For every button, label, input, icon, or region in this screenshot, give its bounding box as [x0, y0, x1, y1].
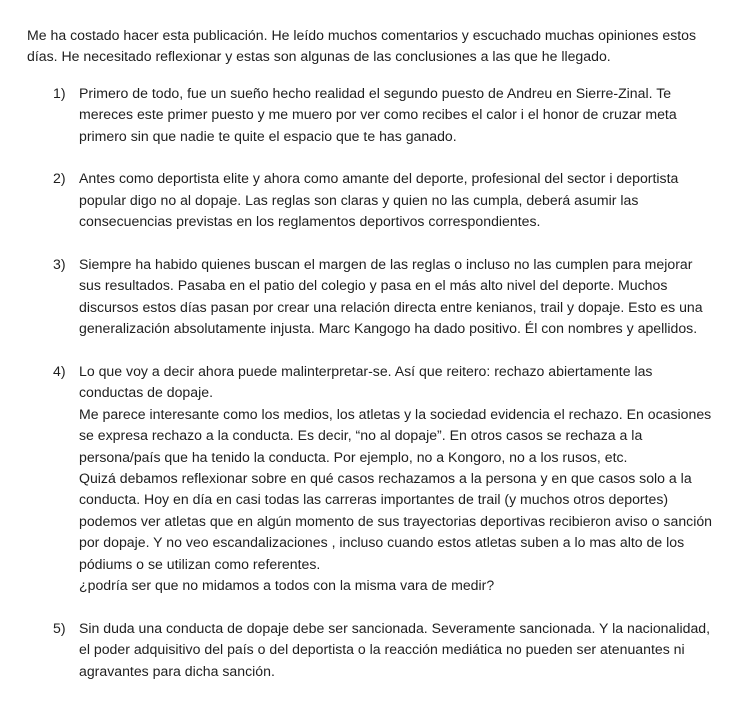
list-number: 2): [53, 170, 66, 187]
list-number: 1): [53, 84, 66, 101]
list-item-4: [27, 361, 718, 596]
list-item-text: Quizá debamos reflexionar sobre en qué casos rechazamos a la persona y en que casos solo a la conducta. Hoy en día en casi todas las carreras importantes de trail (y muchos otros deportes) podemos ver atletas que en algún momento de sus trayectorias deportivas recibieron aviso o sanción por dopaje. Y no veo escandalizaciones , incluso cuando estos atletas suben a lo mas alto de los pódiums o se utilizan como referentes.: [79, 470, 713, 572]
list-item-text: Antes como deportista elite y ahora como amante del deporte, profesional del sector i deportista popular digo no al dopaje. Las reglas son claras y quien no las cumpla, deberá asumir las consecuencias previstas en los reglamentos deportivos correspondientes.: [79, 170, 679, 230]
list-item-text: Sin duda una conducta de dopaje debe ser sancionada. Severamente sancionada. Y la nacionalidad, el poder adquisitivo del país o del deportista o la reacción mediática no pueden ser atenuantes ni agravantes para dicha sanción.: [79, 619, 711, 679]
list-item-text: Me parece interesante como los medios, los atletas y la sociedad evidencia el rechazo. En ocasiones se expresa rechazo a la conducta. Es decir, “no al dopaje”. En otros casos se rechaza a la persona/país que ha tenido la conducta. Por ejemplo, no a Kongoro, no a los rusos, etc.: [79, 405, 712, 465]
list-item-3: [27, 254, 718, 340]
numbered-list: [27, 83, 718, 682]
list-number: 3): [53, 256, 66, 273]
list-item-text: Lo que voy a decir ahora puede malinterpretar-se. Así que reitero: rechazo abiertamente las conductas de dopaje.: [79, 363, 653, 401]
list-item-text: ¿podría ser que no midamos a todos con la misma vara de medir?: [79, 577, 495, 594]
list-item-text: Primero de todo, fue un sueño hecho realidad el segundo puesto de Andreu en Sierre-Zinal. Te mereces este primer puesto y me muero por ver como recibes el calor i el honor de cruzar meta primero sin que nadie te quite el espacio que te has ganado.: [79, 84, 677, 144]
list-item-5: [27, 618, 718, 682]
intro-paragraph: Me ha costado hacer esta publicación. He leído muchos comentarios y escuchado muchas opiniones estos días. He necesitado reflexionar y estas son algunas de las conclusiones a las que he llegado.: [27, 27, 697, 65]
list-item-text: Siempre ha habido quienes buscan el margen de las reglas o incluso no las cumplen para mejorar sus resultados. Pasaba en el patio del colegio y pasa en el más alto nivel del deporte. Muchos discursos estos días pasan por crear una relación directa entre kenianos, trail y dopaje. Esto es una generalización absolutamente injusta. Marc Kangogo ha dado positivo. Él con nombres y apellidos.: [79, 256, 703, 337]
list-item-1: [27, 83, 718, 147]
list-item-2: [27, 168, 718, 232]
list-number: 4): [53, 363, 66, 380]
list-number: 5): [53, 619, 66, 636]
